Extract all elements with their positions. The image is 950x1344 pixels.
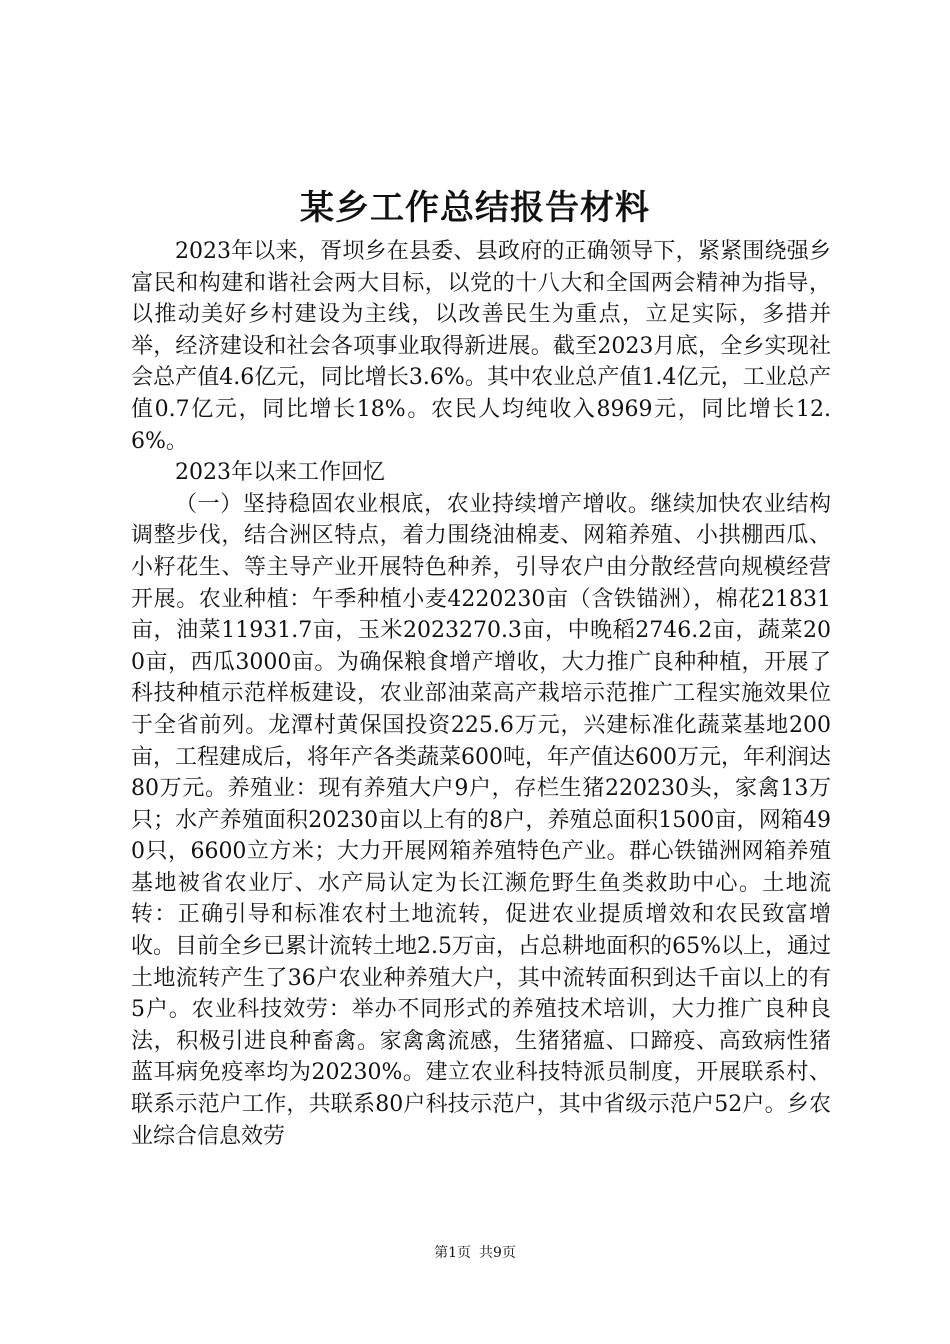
page-footer xyxy=(0,1243,950,1263)
paragraph-intro: 2023年以来，胥坝乡在县委、县政府的正确领导下，紧紧围绕强乡富民和构建和谐社会两大目标，以党的十八大和全国两会精神为指导，以推动美好乡村建设为主线，以改善民生为重点，立足实际，多措并举，经济建设和社会各项事业取得新进展。截至2023月底，全乡实现社会总产值4.6亿元，同比增长3.6%。其中农业总产值1.4亿元，工业总产值0.7亿元，同比增长18%。农民人均纯收入8969元，同比增长12.6%。 xyxy=(131,239,831,454)
paragraph-agriculture: （一）坚持稳固农业根底，农业持续增产增收。继续加快农业结构调整步伐，结合洲区特点，着力围绕油棉麦、网箱养殖、小拱棚西瓜、小籽花生、等主导产业开展特色种养，引导农户由分散经营向规模经营开展。农业种植：午季种植小麦4220230亩（含铁锚洲），棉花21831亩，油菜11931.7亩，玉米2023270.3亩，中晚稻2746.2亩，蔬菜200亩，西瓜3000亩。为确保粮食增产增收，大力推广良种种植，开展了科技种植示范样板建设，农业部油菜高产栽培示范推广工程实施效果位于全省前列。龙潭村黄保国投资225.6万元，兴建标准化蔬菜基地200亩，工程建成后，将年产各类蔬菜600吨，年产值达600万元，年利润达80万元。养殖业：现有养殖大户9户，存栏生猪220230头，家禽13万只；水产养殖面积20230亩以上有的8户，养殖总面积1500亩，网箱490只，6600立方米；大力开展网箱养殖特色产业。群心铁锚洲网箱养殖基地被省农业厅、水产局认定为长江濒危野生鱼类救助中心。土地流转：正确引导和标准农村土地流转，促进农业提质增效和农民致富增收。目前全乡已累计流转土地2.5万亩，占总耕地面积的65%以上，通过土地流转产生了36户农业种养殖大户，其中流转面积到达千亩以上的有5户。农业科技效劳：举办不同形式的养殖技术培训，大力推广良种良法，积极引进良种畜禽。家禽禽流感，生猪猪瘟、口蹄疫、高致病性猪蓝耳病免疫率均为20230%。建立农业科技特派员制度，开展联系村、联系示范户工作，共联系80户科技示范户，其中省级示范户52户。乡农业综合信息效劳 xyxy=(131,491,831,1149)
page-number: 第1页 xyxy=(434,1245,471,1261)
document-title: 某乡工作总结报告材料 xyxy=(300,188,650,228)
page-total: 共9页 xyxy=(479,1245,516,1261)
paragraph-section-heading: 2023年以来工作回忆 xyxy=(175,460,385,486)
document-body xyxy=(131,236,831,1152)
